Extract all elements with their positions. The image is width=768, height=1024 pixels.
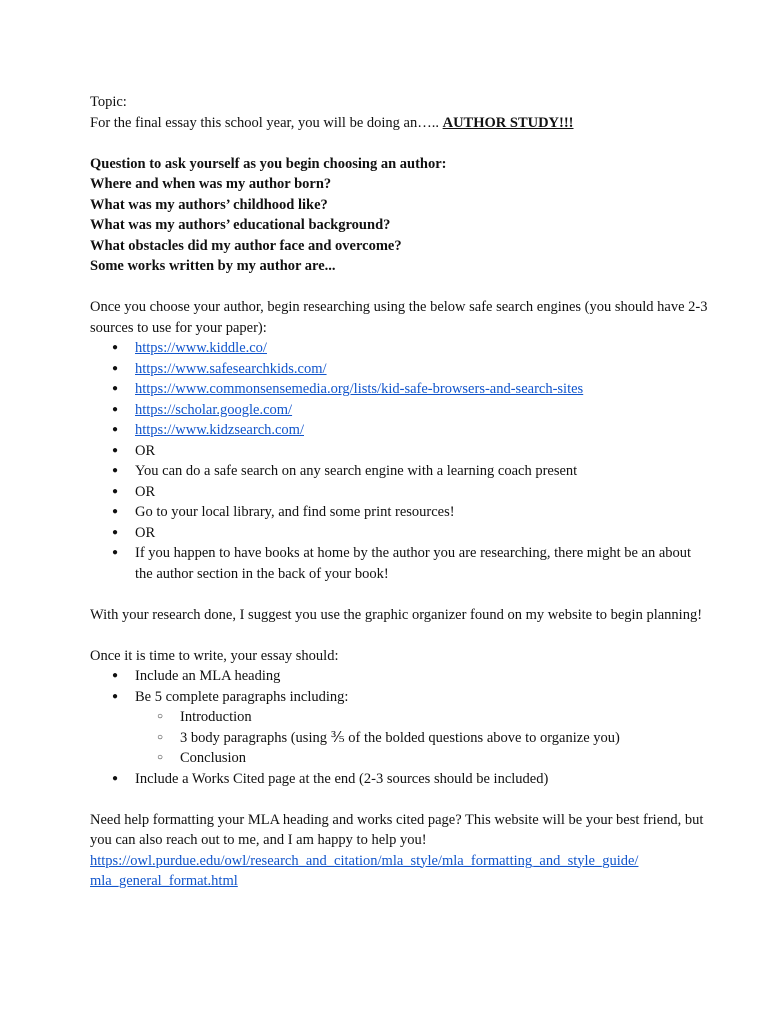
intro-line xyxy=(90,113,710,134)
paragraph-sublist xyxy=(135,707,710,769)
bullet-icon: ● xyxy=(112,485,119,497)
question-block xyxy=(90,154,710,277)
bullet-icon: ● xyxy=(112,670,119,681)
spacer xyxy=(90,789,710,810)
bullet-icon: ● xyxy=(112,690,119,702)
link-kidzsearch[interactable]: https://www.kidzsearch.com/ xyxy=(135,422,304,438)
list-item xyxy=(90,420,710,441)
list-item xyxy=(90,400,710,421)
question-born: Where and when was my author born? xyxy=(90,176,332,192)
sub-list-item xyxy=(90,707,710,728)
link-commonsensemedia[interactable]: https://www.commonsensemedia.org/lists/kid-safe-browsers-and-search-sites xyxy=(135,381,584,397)
spacer xyxy=(90,625,710,646)
item-text: If you happen to have books at home by the author you are researching, there might be an about the author section in the back of your book! xyxy=(135,545,692,582)
item-text: Conclusion xyxy=(180,750,247,766)
question-heading: Question to ask yourself as you begin choosing an author: xyxy=(90,155,447,172)
list-item xyxy=(90,359,710,380)
link-line-2: mla_general_format.html xyxy=(90,873,238,889)
spacer xyxy=(90,277,710,298)
link-safesearchkids[interactable]: https://www.safesearchkids.com/ xyxy=(135,360,327,377)
bullet-icon: ● xyxy=(112,547,119,558)
intro-text: For the final essay this school year, you will be doing an….. xyxy=(90,114,443,131)
bullet-icon: ● xyxy=(112,403,119,415)
item-text: Go to your local library, and find some print resources! xyxy=(135,504,455,520)
spacer xyxy=(90,584,710,605)
item-text: OR xyxy=(135,524,156,541)
list-item xyxy=(90,523,710,544)
list-item xyxy=(90,687,710,769)
circle-bullet-icon: ○ xyxy=(157,752,164,763)
list-item xyxy=(90,666,710,687)
list-item xyxy=(90,338,710,359)
item-text: Include an MLA heading xyxy=(135,668,281,684)
sub-list-item xyxy=(90,728,710,749)
item-text: OR xyxy=(135,442,156,459)
organizer-paragraph: With your research done, I suggest you use the graphic organizer found on my website to begin planning! xyxy=(90,606,703,623)
list-item xyxy=(90,543,710,584)
item-text: 3 body paragraphs (using ⅗ of the bolded questions above to organize you) xyxy=(180,729,620,746)
item-text: OR xyxy=(135,483,156,500)
bullet-icon: ● xyxy=(112,772,119,784)
bullet-icon: ● xyxy=(112,506,119,517)
link-kiddle[interactable]: https://www.kiddle.co/ xyxy=(135,340,267,356)
spacer xyxy=(90,133,710,154)
bullet-icon: ● xyxy=(112,526,119,538)
circle-bullet-icon: ○ xyxy=(157,711,164,722)
link-google-scholar[interactable]: https://scholar.google.com/ xyxy=(135,401,293,418)
circle-bullet-icon: ○ xyxy=(157,731,164,743)
essay-intro: Once it is time to write, your essay should: xyxy=(90,647,339,664)
list-item xyxy=(90,461,710,482)
list-item xyxy=(90,441,710,462)
purdue-owl-link-block xyxy=(90,851,710,892)
bullet-icon: ● xyxy=(112,424,119,435)
bullet-icon: ● xyxy=(112,342,119,353)
question-childhood: What was my authors’ childhood like? xyxy=(90,196,328,213)
list-item xyxy=(90,502,710,523)
purdue-owl-link[interactable] xyxy=(90,853,638,890)
item-text: You can do a safe search on any search engine with a learning coach present xyxy=(135,463,578,479)
item-text: Be 5 complete paragraphs including: xyxy=(135,688,349,705)
help-paragraph: Need help formatting your MLA heading and works cited page? This website will be your best friend, but you can also reach out to me, and I am happy to help you! xyxy=(90,811,704,848)
item-text: Include a Works Cited page at the end (2-3 sources should be included) xyxy=(135,770,549,787)
link-line-1: https://owl.purdue.edu/owl/research_and_citation/mla_style/mla_formatting_and_style_guide/ xyxy=(90,852,639,869)
bullet-icon: ● xyxy=(112,362,119,374)
list-item xyxy=(90,769,710,790)
bullet-icon: ● xyxy=(112,383,119,394)
essay-requirements-list xyxy=(90,666,710,789)
topic-label: Topic: xyxy=(90,94,127,110)
question-works: Some works written by my author are... xyxy=(90,258,336,274)
research-intro: Once you choose your author, begin researching using the below safe search engines (you should have 2-3 sources to use for your paper): xyxy=(90,299,708,336)
document-page xyxy=(90,92,710,892)
question-obstacles: What obstacles did my author face and overcome? xyxy=(90,237,402,254)
item-text: Introduction xyxy=(180,709,252,725)
question-education: What was my authors’ educational background? xyxy=(90,217,391,233)
research-list xyxy=(90,338,710,584)
list-item xyxy=(90,482,710,503)
sub-list-item xyxy=(90,748,710,769)
bullet-icon: ● xyxy=(112,444,119,456)
list-item xyxy=(90,379,710,400)
bullet-icon: ● xyxy=(112,465,119,476)
author-study-emphasis: AUTHOR STUDY!!! xyxy=(442,114,574,131)
